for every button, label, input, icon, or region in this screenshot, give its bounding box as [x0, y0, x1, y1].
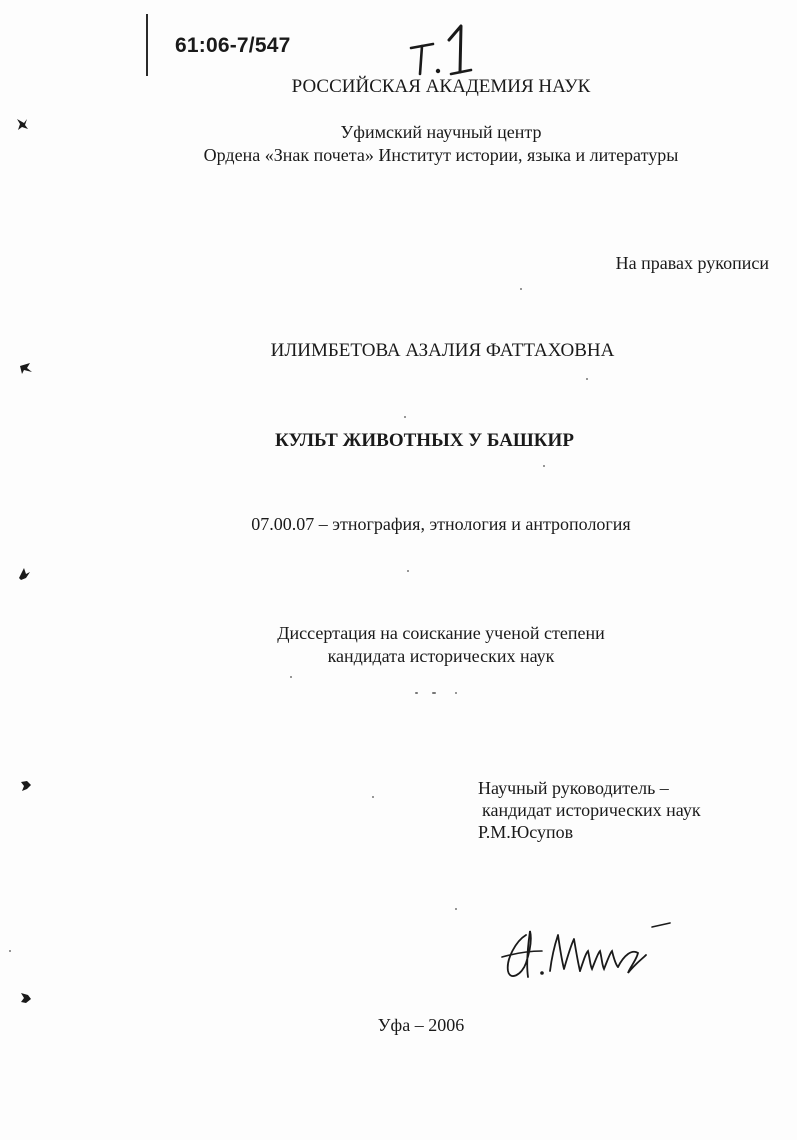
scan-speck	[415, 692, 418, 694]
scan-speck	[455, 908, 457, 910]
handwritten-volume-mark	[405, 18, 485, 80]
manuscript-rights-note: На правах рукописи	[615, 253, 769, 273]
margin-vertical-rule	[146, 14, 148, 76]
scan-speck	[290, 676, 292, 678]
binding-hole-icon	[18, 360, 34, 376]
scan-speck	[407, 570, 409, 572]
scan-speck	[372, 796, 374, 798]
supervisor-label: Научный руководитель –	[478, 778, 669, 798]
scan-speck	[586, 378, 588, 380]
place-and-year: Уфа – 2006	[377, 1015, 465, 1035]
scan-speck	[9, 950, 11, 952]
scan-speck	[432, 692, 436, 694]
scan-speck	[520, 288, 522, 290]
dissertation-degree-line1: Диссертация на соискание ученой степени	[277, 623, 605, 643]
binding-hole-icon	[16, 566, 32, 582]
author-name: ИЛИМБЕТОВА АЗАЛИЯ ФАТТАХОВНА	[270, 340, 615, 361]
supervisor-degree: кандидат исторических наук	[482, 800, 701, 820]
institute-name: Ордена «Знак почета» Институт истории, языка и литературы	[203, 145, 679, 165]
supervisor-name: Р.М.Юсупов	[478, 822, 574, 842]
binding-hole-icon	[14, 116, 30, 132]
scan-speck	[543, 465, 545, 467]
organization-name: РОССИЙСКАЯ АКАДЕМИЯ НАУК	[291, 76, 591, 97]
dissertation-degree-line2: кандидата исторических наук	[327, 646, 555, 666]
archive-code: 61:06-7/547	[175, 34, 291, 57]
signature	[492, 915, 677, 985]
specialty-code: 07.00.07 – этнография, этнология и антропология	[251, 514, 631, 534]
binding-hole-icon	[18, 990, 34, 1006]
binding-hole-icon	[18, 778, 34, 794]
scientific-center: Уфимский научный центр	[340, 122, 542, 142]
scan-speck	[404, 416, 406, 418]
dissertation-title: КУЛЬТ ЖИВОТНЫХ У БАШКИР	[275, 430, 574, 451]
scan-speck	[455, 692, 457, 694]
